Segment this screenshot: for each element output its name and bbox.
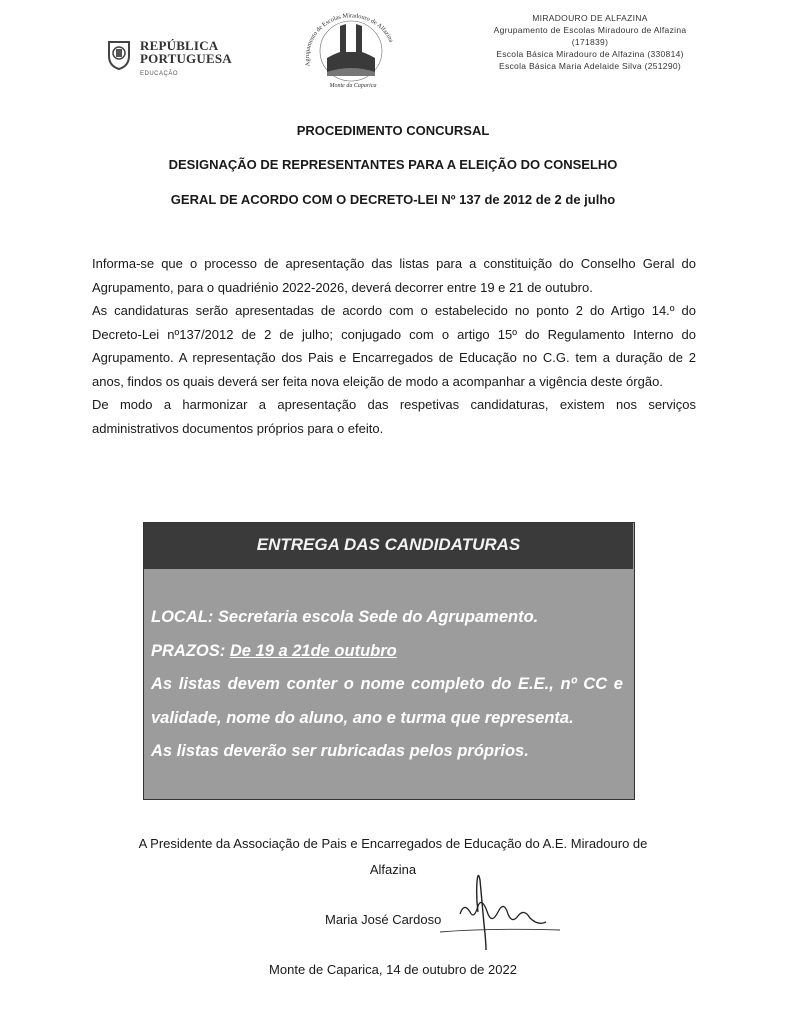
school-line: MIRADOURO DE ALFAZINA: [532, 13, 648, 23]
school-info: [440, 12, 740, 72]
delivery-info-box: [143, 522, 635, 800]
document-subtitle-line-1: DESIGNAÇÃO DE REPRESENTANTES PARA A ELEIÇÃO DO CONSELHO: [168, 157, 618, 172]
signer-name: Maria José Cardoso: [325, 912, 442, 927]
school-line: Escola Básica Miradouro de Alfazina (330814): [496, 49, 684, 59]
school-line: Agrupamento de Escolas Miradouro de Alfazina: [493, 25, 687, 35]
box-body: [151, 601, 623, 769]
republic-subtitle: EDUCAÇÃO: [140, 71, 179, 77]
republica-portuguesa-logo: [106, 36, 246, 86]
lists-content-line: As listas devem conter o nome completo do E.E., nº CC e validade, nome do aluno, ano e turma que representa.: [151, 675, 623, 727]
seal-text: Agrupamento de Escolas Miradouro de Alfazina: [303, 12, 395, 67]
president-title-cont: Alfazina: [369, 862, 417, 877]
local-line: LOCAL: Secretaria escola Sede do Agrupamento.: [151, 608, 539, 626]
president-title: A Presidente da Associação de Pais e Encarregados de Educação do A.E. Miradouro de: [138, 836, 648, 851]
document-subtitle-line-2: GERAL DE ACORDO COM O DECRETO-LEI Nº 137 de 2012 de 2 de julho: [170, 192, 616, 207]
coat-of-arms-icon: [106, 38, 132, 70]
paragraph-process: Informa-se que o processo de apresentação das listas para a constituição do Conselho Geral do Agrupamento, para o quadriénio 2022-2026, deverá decorrer entre 19 e 21 de outubro.: [92, 256, 696, 295]
document-title: PROCEDIMENTO CONCURSAL: [296, 123, 490, 138]
lists-signed-line: As listas deverão ser rubricadas pelos próprios.: [151, 742, 529, 760]
republic-line-2: PORTUGUESA: [140, 51, 232, 66]
announcement-body: [92, 252, 696, 440]
paragraph-candidatures: As candidaturas serão apresentadas de acordo com o estabelecido no ponto 2 do Artigo 14.º do Decreto-Lei nº137/2012 de 2 de julho; conjugado com o artigo 15º do Regulamento Interno do Agrupamento. A representação dos Pais e Encarregados de Educação no C.G. tem a duração de 2 anos, findos os quais deverá ser feita nova eleição de modo a acompanhar a vigência deste órgão.: [92, 303, 696, 389]
deadline-line: [151, 635, 623, 669]
box-heading: ENTREGA DAS CANDIDATURAS: [144, 523, 633, 569]
republic-line-1: REPÚBLICA: [140, 38, 219, 53]
paragraph-documents: De modo a harmonizar a apresentação das respetivas candidaturas, existem nos serviços administrativos documentos próprios para o efeito.: [92, 397, 696, 436]
school-line: Escola Básica Maria Adelaide Silva (251290): [498, 61, 682, 71]
deadline-value: De 19 a 21de outubro: [229, 641, 397, 660]
handwritten-signature: [420, 862, 590, 952]
place-and-date: Monte de Caparica, 14 de outubro de 2022: [269, 962, 517, 977]
seal-caption: Monte da Caparica: [329, 83, 377, 89]
deadline-label: PRAZOS:: [151, 641, 226, 660]
school-seal-icon: [296, 4, 406, 94]
school-line: (171839): [571, 37, 609, 47]
